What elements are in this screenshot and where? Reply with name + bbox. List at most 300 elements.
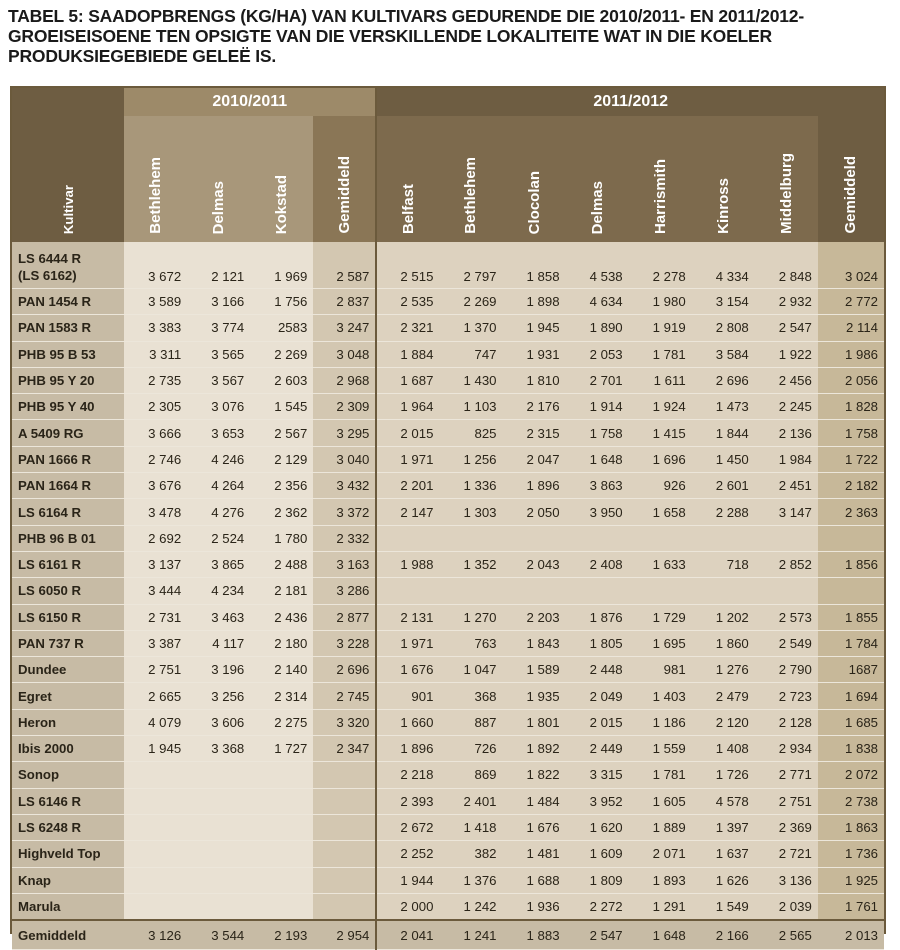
yield-cell: 3 315	[566, 762, 629, 788]
col-2011-delmas-label: Delmas	[588, 180, 606, 234]
col-2011-middelburg	[755, 116, 818, 242]
yield-cell: 2 401	[439, 788, 502, 814]
cultivar-name: PAN 1664 R	[12, 473, 124, 499]
yield-cell: 1 695	[629, 630, 692, 656]
yield-cell: 1 805	[566, 630, 629, 656]
table-row	[12, 367, 884, 393]
yield-cell: 3 311	[124, 341, 187, 367]
yield-cell: 1 609	[566, 841, 629, 867]
yield-cell: 2 182	[818, 473, 884, 499]
yield-cell: 3 256	[187, 683, 250, 709]
yield-cell: 1 809	[566, 867, 629, 893]
year-header-2010-2011: 2010/2011	[124, 88, 376, 116]
yield-cell: 2 751	[755, 788, 818, 814]
yield-cell: 3 196	[187, 657, 250, 683]
yield-cell: 2 050	[503, 499, 566, 525]
yield-cell: 2 954	[313, 920, 376, 950]
yield-cell: 2 128	[755, 709, 818, 735]
yield-cell: 887	[439, 709, 502, 735]
yield-cell: 2 746	[124, 446, 187, 472]
yield-cell: 1 944	[376, 867, 439, 893]
yield-cell: 3 653	[187, 420, 250, 446]
yield-cell: 2 000	[376, 893, 439, 920]
yield-cell: 2 049	[566, 683, 629, 709]
col-2010-bethlehem	[124, 116, 187, 242]
yield-cell: 1 397	[692, 814, 755, 840]
yield-cell: 1 914	[566, 394, 629, 420]
yield-cell: 2 015	[566, 709, 629, 735]
yield-cell: 1 860	[692, 630, 755, 656]
yield-cell: 1 696	[629, 446, 692, 472]
col-2011-clocolan	[503, 116, 566, 242]
yield-cell: 747	[439, 341, 502, 367]
yield-cell: 2 193	[250, 920, 313, 950]
yield-cell: 3 247	[313, 315, 376, 341]
yield-cell: 1 924	[629, 394, 692, 420]
yield-cell: 1 430	[439, 367, 502, 393]
yield-cell: 1 984	[755, 446, 818, 472]
yield-cell	[313, 841, 376, 867]
cultivar-name: Heron	[12, 709, 124, 735]
yield-cell: 1 898	[503, 289, 566, 315]
yield-cell: 2 488	[250, 551, 313, 577]
yield-cell: 869	[439, 762, 502, 788]
yield-cell: 2 549	[755, 630, 818, 656]
yield-table-container	[10, 86, 886, 943]
yield-cell: 3 368	[187, 736, 250, 762]
yield-cell: 1 685	[818, 709, 884, 735]
cultivar-name: Sonop	[12, 762, 124, 788]
yield-cell: 3 163	[313, 551, 376, 577]
table-row	[12, 315, 884, 341]
yield-cell	[818, 578, 884, 604]
yield-cell: 2 047	[503, 446, 566, 472]
yield-cell: 2 043	[503, 551, 566, 577]
yield-cell: 2 696	[692, 367, 755, 393]
yield-cell: 1 971	[376, 446, 439, 472]
yield-cell: 1 780	[250, 525, 313, 551]
yield-cell: 3 676	[124, 473, 187, 499]
yield-cell: 2 332	[313, 525, 376, 551]
cultivar-name: PHB 95 B 53	[12, 341, 124, 367]
yield-cell: 1 889	[629, 814, 692, 840]
table-row	[12, 289, 884, 315]
yield-cell: 2 738	[818, 788, 884, 814]
yield-cell: 2 314	[250, 683, 313, 709]
table-title: TABEL 5: SAADOPBRENGS (KG/HA) VAN KULTIVARS GEDURENDE DIE 2010/2011- EN 2011/2012-GROEISEISOENE TEN OPSIGTE VAN DIE VERSKILLENDE LOKALITEITE WAT IN DIE KOELER PRODUKSIEGEBIEDE GELEË IS.	[8, 6, 804, 66]
yield-cell: 1 242	[439, 893, 502, 920]
yield-cell	[124, 841, 187, 867]
cultivar-name: Dundee	[12, 657, 124, 683]
yield-cell: 3 137	[124, 551, 187, 577]
yield-cell: 1 980	[629, 289, 692, 315]
cultivar-name: PHB 95 Y 20	[12, 367, 124, 393]
col-2011-kinross-label: Kinross	[714, 178, 732, 234]
table-row	[12, 499, 884, 525]
yield-cell: 3 295	[313, 420, 376, 446]
yield-cell: 1 687	[376, 367, 439, 393]
yield-cell: 1 971	[376, 630, 439, 656]
yield-cell: 3 154	[692, 289, 755, 315]
cultivar-name: PAN 1454 R	[12, 289, 124, 315]
yield-cell: 3 672	[124, 242, 187, 289]
yield-cell	[187, 788, 250, 814]
yield-cell: 1 736	[818, 841, 884, 867]
yield-cell: 3 952	[566, 788, 629, 814]
yield-cell: 3 478	[124, 499, 187, 525]
table-row	[12, 551, 884, 577]
yield-cell	[439, 578, 502, 604]
yield-cell: 2 573	[755, 604, 818, 630]
cultivar-name: LS 6050 R	[12, 578, 124, 604]
yield-cell: 1 838	[818, 736, 884, 762]
yield-cell	[566, 525, 629, 551]
table-row	[12, 525, 884, 551]
yield-cell: 2 603	[250, 367, 313, 393]
cultivar-name: Ibis 2000	[12, 736, 124, 762]
yield-cell: 1 828	[818, 394, 884, 420]
table-row	[12, 788, 884, 814]
yield-cell: 1 241	[439, 920, 502, 950]
cultivar-name: Knap	[12, 867, 124, 893]
yield-cell: 2 147	[376, 499, 439, 525]
yield-cell	[187, 841, 250, 867]
yield-cell: 2 565	[755, 920, 818, 950]
yield-cell: 3 432	[313, 473, 376, 499]
yield-cell: 2 245	[755, 394, 818, 420]
yield-cell: 4 264	[187, 473, 250, 499]
yield-cell: 1 270	[439, 604, 502, 630]
yield-cell: 3 565	[187, 341, 250, 367]
yield-cell	[566, 578, 629, 604]
yield-cell	[629, 578, 692, 604]
yield-cell: 2 696	[313, 657, 376, 683]
cultivar-name: Marula	[12, 893, 124, 920]
yield-cell: 1 688	[503, 867, 566, 893]
table-row	[12, 242, 884, 289]
col-2011-middelburg-label: Middelburg	[777, 153, 795, 234]
yield-cell: 1 758	[566, 420, 629, 446]
col-2011-belfast-label: Belfast	[399, 183, 417, 234]
yield-cell: 3 463	[187, 604, 250, 630]
yield-cell: 1 481	[503, 841, 566, 867]
yield-cell	[376, 525, 439, 551]
yield-cell: 3 383	[124, 315, 187, 341]
yield-cell: 1 637	[692, 841, 755, 867]
yield-cell: 1 781	[629, 341, 692, 367]
yield-cell: 1 756	[250, 289, 313, 315]
yield-cell: 2 547	[566, 920, 629, 950]
yield-cell: 2 479	[692, 683, 755, 709]
yield-cell: 2 848	[755, 242, 818, 289]
cultivar-name: Highveld Top	[12, 841, 124, 867]
cultivar-name: LS 6146 R	[12, 788, 124, 814]
yield-cell: 2 136	[755, 420, 818, 446]
yield-cell: 2 315	[503, 420, 566, 446]
yield-cell: 2 176	[503, 394, 566, 420]
yield-cell: 2 797	[439, 242, 502, 289]
yield-cell: 1 418	[439, 814, 502, 840]
yield-cell	[313, 867, 376, 893]
yield-cell: 1 893	[629, 867, 692, 893]
yield-cell: 2 436	[250, 604, 313, 630]
cultivar-name: PAN 737 R	[12, 630, 124, 656]
yield-cell: 2 041	[376, 920, 439, 950]
cultivar-name: LS 6150 R	[12, 604, 124, 630]
cultivar-name: Gemiddeld	[12, 920, 124, 950]
yield-cell: 4 234	[187, 578, 250, 604]
yield-cell: 1 620	[566, 814, 629, 840]
table-row	[12, 446, 884, 472]
yield-cell: 1 676	[503, 814, 566, 840]
yield-cell: 2 837	[313, 289, 376, 315]
yield-cell	[187, 814, 250, 840]
yield-cell	[250, 893, 313, 920]
yield-cell: 2 201	[376, 473, 439, 499]
col-2011-harrismith-label: Harrismith	[651, 158, 669, 234]
col-2011-bethlehem-label: Bethlehem	[462, 157, 480, 234]
yield-cell: 1 896	[503, 473, 566, 499]
yield-cell: 2 751	[124, 657, 187, 683]
col-2010-bethlehem-label: Bethlehem	[147, 157, 165, 234]
yield-cell: 1 370	[439, 315, 502, 341]
table-row	[12, 709, 884, 735]
yield-cell: 3 544	[187, 920, 250, 950]
yield-cell	[376, 578, 439, 604]
yield-cell: 2 121	[187, 242, 250, 289]
yield-cell: 2 347	[313, 736, 376, 762]
yield-cell: 1 694	[818, 683, 884, 709]
yield-cell: 1 415	[629, 420, 692, 446]
yield-cell: 1 626	[692, 867, 755, 893]
yield-cell: 3 320	[313, 709, 376, 735]
yield-cell: 4 079	[124, 709, 187, 735]
col-2011-belfast	[376, 116, 439, 242]
yield-cell: 1 047	[439, 657, 502, 683]
yield-cell: 3 126	[124, 920, 187, 950]
yield-cell: 2 567	[250, 420, 313, 446]
yield-cell: 1 186	[629, 709, 692, 735]
yield-cell: 1 726	[692, 762, 755, 788]
yield-cell: 4 538	[566, 242, 629, 289]
yield-cell	[755, 578, 818, 604]
yield-cell: 2 448	[566, 657, 629, 683]
cultivar-name: LS 6161 R	[12, 551, 124, 577]
yield-cell: 1 986	[818, 341, 884, 367]
yield-cell: 3 286	[313, 578, 376, 604]
yield-cell: 1 403	[629, 683, 692, 709]
yield-cell: 4 246	[187, 446, 250, 472]
yield-cell: 3 865	[187, 551, 250, 577]
yield-cell	[439, 525, 502, 551]
table-row	[12, 630, 884, 656]
col-2010-kokstad-label: Kokstad	[273, 174, 291, 234]
yield-cell: 1 810	[503, 367, 566, 393]
cultivar-name: PAN 1583 R	[12, 315, 124, 341]
yield-cell: 1 291	[629, 893, 692, 920]
yield-cell: 1 896	[376, 736, 439, 762]
yield-cell: 1 103	[439, 394, 502, 420]
yield-cell: 1 549	[692, 893, 755, 920]
table-row	[12, 473, 884, 499]
yield-cell: 2 321	[376, 315, 439, 341]
yield-cell: 1 276	[692, 657, 755, 683]
yield-cell: 763	[439, 630, 502, 656]
yield-cell	[250, 788, 313, 814]
table-row	[12, 341, 884, 367]
yield-cell: 2 309	[313, 394, 376, 420]
yield-cell: 1 922	[755, 341, 818, 367]
yield-cell: 2 723	[755, 683, 818, 709]
yield-cell: 2 272	[566, 893, 629, 920]
yield-cell: 926	[629, 473, 692, 499]
yield-cell: 1 919	[629, 315, 692, 341]
yield-cell: 1 611	[629, 367, 692, 393]
yield-cell: 2 180	[250, 630, 313, 656]
yield-cell	[187, 893, 250, 920]
yield-cell: 3 387	[124, 630, 187, 656]
yield-cell	[629, 525, 692, 551]
yield-cell: 981	[629, 657, 692, 683]
yield-cell: 1 822	[503, 762, 566, 788]
yield-cell: 1 863	[818, 814, 884, 840]
cultivar-name: PHB 95 Y 40	[12, 394, 124, 420]
yield-cell: 1 484	[503, 788, 566, 814]
table-body	[12, 242, 884, 950]
yield-cell	[755, 525, 818, 551]
yield-cell: 2 278	[629, 242, 692, 289]
yield-cell: 1 884	[376, 341, 439, 367]
yield-cell: 3 076	[187, 394, 250, 420]
table-row	[12, 893, 884, 920]
yield-cell: 2 934	[755, 736, 818, 762]
yield-cell: 1 890	[566, 315, 629, 341]
yield-cell: 718	[692, 551, 755, 577]
yield-cell: 1 676	[376, 657, 439, 683]
yield-cell: 4 117	[187, 630, 250, 656]
yield-cell: 3 166	[187, 289, 250, 315]
yield-cell: 2 356	[250, 473, 313, 499]
yield-cell: 3 048	[313, 341, 376, 367]
yield-cell: 2 114	[818, 315, 884, 341]
yield-cell: 2 120	[692, 709, 755, 735]
yield-cell: 2 252	[376, 841, 439, 867]
yield-cell: 2 790	[755, 657, 818, 683]
yield-cell: 3 863	[566, 473, 629, 499]
yield-cell: 2 701	[566, 367, 629, 393]
yield-cell: 726	[439, 736, 502, 762]
yield-cell: 2 852	[755, 551, 818, 577]
table-row	[12, 604, 884, 630]
yield-cell: 2 772	[818, 289, 884, 315]
yield-cell	[250, 867, 313, 893]
yield-cell	[313, 788, 376, 814]
yield-cell: 3 589	[124, 289, 187, 315]
kultivar-header-label: Kultivar	[60, 184, 76, 234]
yield-cell	[250, 814, 313, 840]
yield-cell: 1 450	[692, 446, 755, 472]
yield-cell: 2 932	[755, 289, 818, 315]
yield-table	[12, 88, 884, 950]
yield-cell: 1 858	[503, 242, 566, 289]
yield-cell: 2583	[250, 315, 313, 341]
yield-cell	[503, 578, 566, 604]
yield-cell: 1 408	[692, 736, 755, 762]
yield-cell: 1 843	[503, 630, 566, 656]
yield-cell: 1 660	[376, 709, 439, 735]
yield-cell: 3 584	[692, 341, 755, 367]
col-2011-gemiddeld	[818, 116, 884, 242]
yield-cell: 1 376	[439, 867, 502, 893]
yield-cell: 2 039	[755, 893, 818, 920]
yield-cell: 3 040	[313, 446, 376, 472]
yield-cell: 3 024	[818, 242, 884, 289]
col-2010-delmas	[187, 116, 250, 242]
yield-cell: 2 071	[629, 841, 692, 867]
yield-cell: 2 072	[818, 762, 884, 788]
yield-cell: 1 855	[818, 604, 884, 630]
col-2011-gemiddeld-label: Gemiddeld	[842, 156, 860, 234]
yield-cell: 2 449	[566, 736, 629, 762]
yield-cell: 1 633	[629, 551, 692, 577]
cultivar-name: PAN 1666 R	[12, 446, 124, 472]
yield-cell: 1 202	[692, 604, 755, 630]
kultivar-header	[12, 88, 124, 242]
year-header-2011-2012: 2011/2012	[376, 88, 884, 116]
yield-cell: 2 692	[124, 525, 187, 551]
yield-cell: 4 276	[187, 499, 250, 525]
yield-cell	[313, 893, 376, 920]
yield-cell: 3 774	[187, 315, 250, 341]
yield-cell: 2 305	[124, 394, 187, 420]
yield-cell: 2 771	[755, 762, 818, 788]
table-row	[12, 683, 884, 709]
yield-cell: 4 578	[692, 788, 755, 814]
yield-cell: 1 758	[818, 420, 884, 446]
yield-cell: 2 601	[692, 473, 755, 499]
yield-cell: 1 936	[503, 893, 566, 920]
yield-cell: 2 721	[755, 841, 818, 867]
col-2011-delmas	[566, 116, 629, 242]
yield-cell: 1 589	[503, 657, 566, 683]
col-2010-delmas-label: Delmas	[210, 180, 228, 234]
cultivar-name: Egret	[12, 683, 124, 709]
yield-cell: 3 228	[313, 630, 376, 656]
yield-cell: 2 451	[755, 473, 818, 499]
yield-cell: 1 892	[503, 736, 566, 762]
yield-cell: 2 665	[124, 683, 187, 709]
yield-cell: 2 129	[250, 446, 313, 472]
yield-cell: 1 473	[692, 394, 755, 420]
col-2011-kinross	[692, 116, 755, 242]
yield-cell: 2 140	[250, 657, 313, 683]
yield-cell: 2 547	[755, 315, 818, 341]
yield-cell	[250, 762, 313, 788]
yield-cell	[124, 762, 187, 788]
yield-cell	[692, 578, 755, 604]
yield-cell: 1 964	[376, 394, 439, 420]
yield-cell	[818, 525, 884, 551]
yield-cell	[692, 525, 755, 551]
yield-cell: 3 606	[187, 709, 250, 735]
yield-cell: 1 945	[503, 315, 566, 341]
yield-cell: 1 303	[439, 499, 502, 525]
yield-cell: 1 784	[818, 630, 884, 656]
yield-cell: 2 053	[566, 341, 629, 367]
yield-cell: 1 336	[439, 473, 502, 499]
yield-cell: 1 605	[629, 788, 692, 814]
yield-cell: 1 722	[818, 446, 884, 472]
